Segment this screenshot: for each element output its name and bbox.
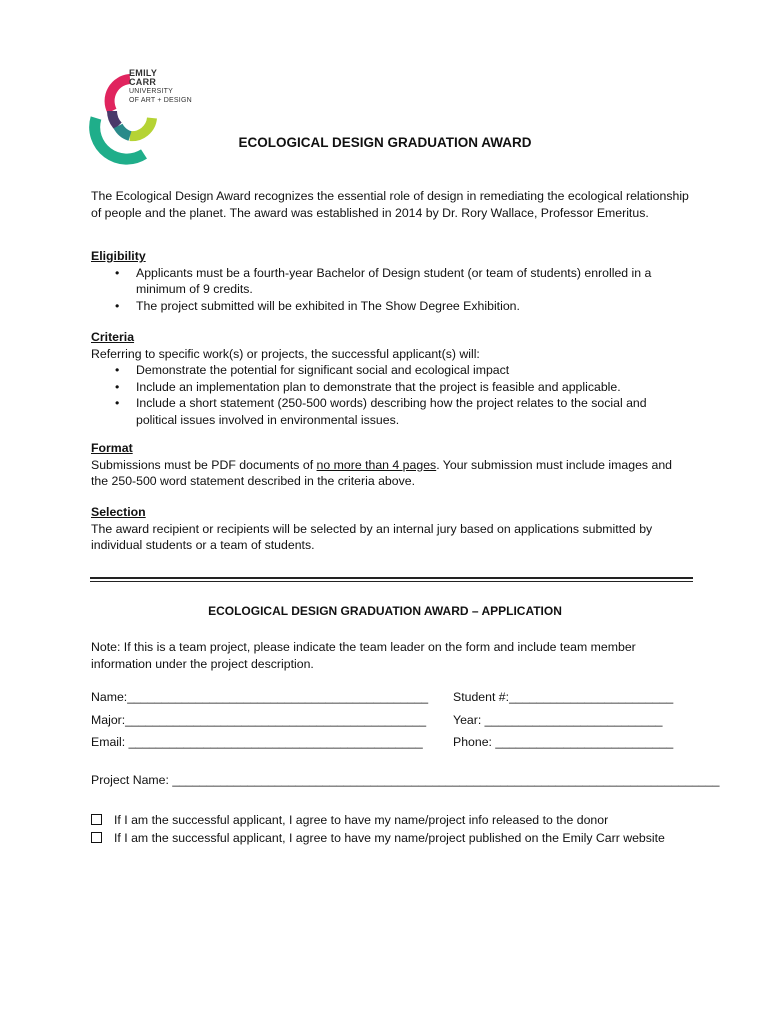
eligibility-item: • Applicants must be a fourth-year Bachelor of Design student (or team of students) enrolled in a minimum of 9 credits. [91, 265, 691, 298]
consent-donor-checkbox[interactable] [91, 814, 102, 825]
logo-wordmark [129, 69, 192, 105]
eligibility-heading: Eligibility [91, 249, 146, 263]
consent-website-checkbox[interactable] [91, 832, 102, 843]
eligibility-item: • The project submitted will be exhibited in The Show Degree Exhibition. [91, 298, 691, 315]
selection-heading: Selection [91, 505, 146, 519]
format-text [91, 457, 691, 490]
criteria-item: • Include a short statement (250-500 words) describing how the project relates to the social and political issues involved in environmental issues. [91, 395, 691, 428]
page-title: ECOLOGICAL DESIGN GRADUATION AWARD [238, 135, 532, 150]
eligibility-section [91, 248, 691, 314]
logo-line-carr: CARR [129, 77, 157, 87]
logo-line-university: UNIVERSITY [129, 88, 174, 95]
criteria-item: • Demonstrate the potential for significant social and ecological impact [91, 362, 691, 379]
selection-section [91, 504, 691, 554]
selection-text: The award recipient or recipients will be selected by an internal jury based on applications submitted by individual students or a team of students. [91, 521, 653, 552]
consent-donor-label: If I am the successful applicant, I agree to have my name/project info released to the donor [114, 813, 609, 827]
consent-donor-row [91, 813, 608, 827]
format-heading: Format [91, 441, 133, 455]
section-divider-thin [90, 581, 693, 582]
section-divider [90, 577, 693, 579]
format-page-limit: no more than 4 pages [316, 457, 437, 472]
criteria-section [91, 329, 691, 428]
application-note: Note: If this is a team project, please indicate the team leader on the form and include team member information under the project description. [91, 640, 636, 671]
major-field[interactable]: Major:____________________________________________ [91, 713, 427, 727]
email-field[interactable]: Email: ___________________________________________ [91, 735, 423, 749]
year-field[interactable]: Year: __________________________ [453, 713, 663, 727]
logo-line-art-design: OF ART + DESIGN [129, 97, 192, 104]
criteria-lead: Referring to specific work(s) or projects, the successful applicant(s) will: [91, 346, 480, 361]
logo-line-emily: EMILY [129, 68, 158, 78]
intro-paragraph: The Ecological Design Award recognizes the essential role of design in remediating the ecological relationship of people and the planet. The award was established in 2014 by Dr. Rory Wallace, Professor Emeritus. [91, 189, 689, 220]
consent-website-label: If I am the successful applicant, I agree to have my name/project published on the Emily Carr website [114, 831, 665, 845]
phone-field[interactable]: Phone: __________________________ [453, 735, 674, 749]
criteria-heading: Criteria [91, 330, 135, 344]
student-number-field[interactable]: Student #:________________________ [453, 690, 674, 704]
criteria-item: • Include an implementation plan to demonstrate that the project is feasible and applicable. [91, 379, 691, 396]
format-section [91, 440, 691, 490]
project-name-field[interactable]: Project Name: ________________________________________________________________________________ [91, 773, 720, 787]
consent-website-row [91, 831, 665, 845]
application-title: ECOLOGICAL DESIGN GRADUATION AWARD – APPLICATION [208, 604, 562, 618]
format-text-part: . Your submission must include images and the 250-500 word statement described in the criteria above. [91, 457, 673, 488]
format-text-part: Submissions must be PDF documents of [91, 457, 317, 472]
name-field[interactable]: Name:____________________________________________ [91, 690, 429, 704]
